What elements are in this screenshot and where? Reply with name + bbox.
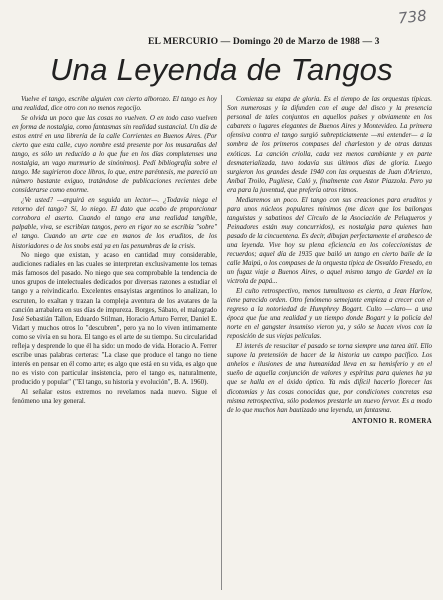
article-column-right (227, 95, 432, 426)
article-paragraph: El culto retrospectivo, menos tumultuoso es cierto, a Jean Harlow, tiene parecido orden. Otro fenómeno semejante empieza a crecer con el regreso a la notoriedad de Humphrey Bogart. Culto —claro— a una época que fue una realidad y un tiempo donde Bogart y la policía del norte en el gangster insumiso vieron ya, y sólo se hacen vivos con la reposición de sus viejas películas. (227, 286, 432, 341)
masthead: EL MERCURIO — Domingo 20 de Marzo de 1988 — 3 (148, 36, 380, 47)
article-paragraph: No niego que existan, y acaso en cantidad muy considerable, audiciones radiales en las cuales se interpretan exclusivamente los temas más famosos del pasado. No niego que sea comprobable la tendencia de unos grupos de intelectuales dedicados por diversas razones a estudiar el tango y a reivindicarlo. Excelentes ensayistas argentinos lo analizan, lo escruten, lo exaltan y trazan la compleja aventura de los avatares de la canción arrabalera en sus días de impureza. Borges, Sábato, el malogrado José Sebastián Tallon, Eduardo Stilman, Horacio Arturo Ferrer, Daniel E. Vidart y muchos otros lo "descubren", pero ya no lo viven intimamente como se vivía en su hora. El tango es el arte de su tiempo. Su circularidad refleja y desprende lo que él ha sido: un modo de vida. Horacio A. Ferrer escribe unas palabras certeras: "La clase que produce el tango no tiene interés en pensar en él como arte; es algo que está en su vida, es algo que no es visto con particular insistencia, pero el tango es, naturalmente, producido y popular" ("El tango, su historia y evolución", B. A. 1960). (12, 251, 217, 387)
handwritten-annotation: 738 (397, 6, 428, 28)
article-paragraph: Se olvida un poco que las cosas no vuelven. O en todo caso vuelven en forma de nostalgia, como fantasmas sin realidad sustancial. Un día de estos entré en una librería de la calle Corrientes en Buenos Aires. (Por cierto que esta calle, cuyo nombre está presente por los musarañas del tango, es sólo un reducido a lo que fue en los días complutenses una nostalgia, un vago murmurio de sinónimos). Pedí bibliografía sobre el tango. Me sugirieron doce libros, lo que, entre paréntesis, me pareció un número bastante exiguo, tratándose de publicaciones recientes debe considerarse como enorme. (12, 113, 217, 195)
article-column-left (12, 95, 217, 406)
author-signature: ANTONIO R. ROMERA (351, 417, 432, 425)
article-headline: Una Leyenda de Tangos (50, 52, 393, 87)
column-divider (221, 95, 222, 590)
article-paragraph: ¿Ve usted? —arguirá en seguida un lector—. ¿Todavía niega el retorno del tango? Sí, lo niego. El dato que acabo de proporcionar corrobora el aserto. Cuando el tango era una realidad tangible, palpable, viva, se escribían tangos, pero en rigor no se escribía "sobre" el tango. Cuando un arte cae en manos de los eruditos, de los historiadores o de los snobs está ya en las penumbras de la crisis. (12, 196, 217, 250)
article-paragraph: Mediaremos un poco. El tango con sus creaciones para eruditos y para unos núcleos populares mínimos (me dicen que los bailongos tanguistas y sabatinos del Círculo de la Asociación de Peluqueros y Peinadores están muy concurridos), es nostalgia para quienes han pasado de la cincuentena. Es decir, dibujan perfectamente el arabesco de una leyenda. Vive hoy su plena eficiencia en los coleccionistas de recuerdos; aquel día de 1935 que bailó un tango en cierto baile de la calle Maipú, o los compases de la orquesta típica de Osvaldo Fresedo, en un fugaz viaje a Buenos Aires, o aquel mismo tango de Gardel en la victrola de papá... (227, 195, 432, 286)
article-paragraph: Al señalar estos extremos no revelamos nada nuevo. Sigue el fenómeno una ley general. (12, 388, 217, 406)
article-paragraph: Comienza su etapa de gloria. Es el tiempo de las orquestas típicas. Son numerosas y la difunden con el auge del disco y la presencia personal de tales conjuntos en aquellos países y obviamente en los cabarets o lugares elegantes de Buenos Aires y Montevideo. La primera ofensiva contra el tango surgió subrepticiamente —mi entender— a la sombra de los primeros compases del charleston y de otras danzas exóticas. La canción criolla, cada vez menos cambiante y en parte desmaterializada, tuvo todavía sus últimos días de gloria. Luego surgieron los grandes desde 1940 con las orquestas de Juan d'Arienzo, Aníbal Troilo, Pugliese, Caló y, finalmente con Astor Piazzola. Pero ya era para la juventud, que prefería otros ritmos. (227, 95, 432, 194)
article-paragraph: El interés de resucitar el pasado se torna siempre una tarea útil. Ello supone la pretensión de hacer de la historia un campo pacífico. Los anhelos e ilusiones de una humanidad lleva en su hemisferio y en el sueño de aquella conjunción de valores y espíritus para quienes ha ya que se halla en el óxido óptico. Ya más difícil hacerlo florecer las dicotomías y las cosas conocidas que, por condiciones concretas esa misma retrospectiva, sólo podemos prestarle un nuevo fervor. Es a modo de lo que muchos han bautizado una leyenda, un fantasma. (227, 342, 432, 414)
article-paragraph: Vuelve el tango, escribe alguien con cierto alborozo. El tango es hoy una realidad, dice otro con no menos regocijo. (12, 95, 217, 113)
